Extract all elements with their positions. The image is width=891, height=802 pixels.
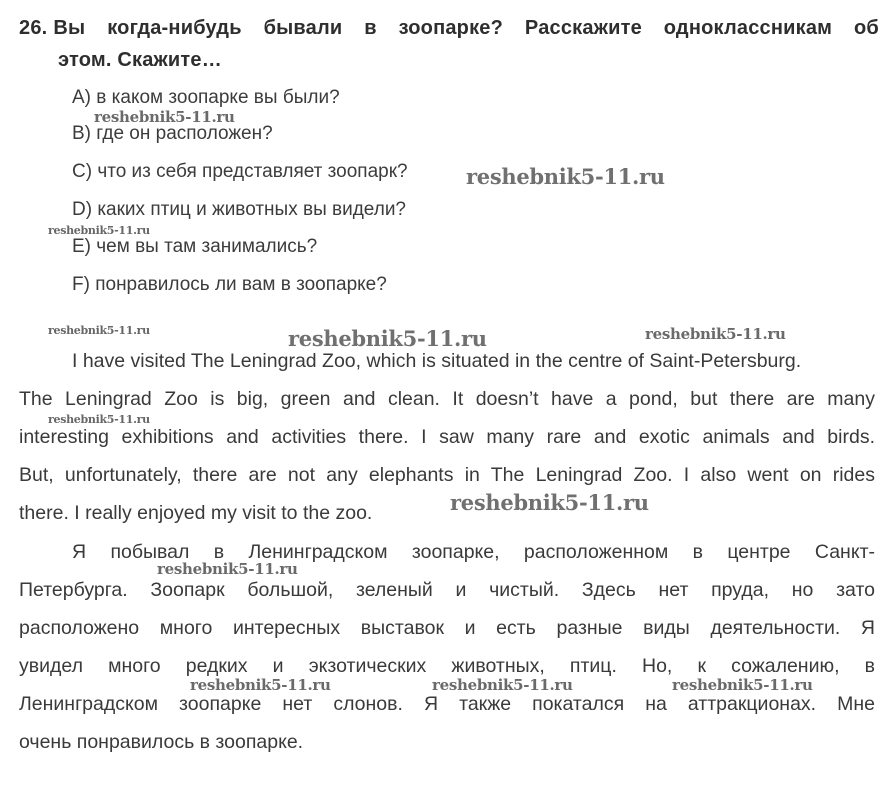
task-heading-line-1 bbox=[19, 12, 879, 44]
russian-line-6: очень понравилось в зоопарке. bbox=[19, 731, 304, 753]
watermark: reshebnik5-11.ru bbox=[672, 676, 813, 694]
english-line-4: But, unfortunately, there are not any elephants in The Leningrad Zoo. I also went on rides bbox=[19, 464, 875, 486]
watermark: reshebnik5-11.ru bbox=[450, 490, 649, 515]
question-c: C) что из себя представляет зоопарк? bbox=[72, 161, 408, 182]
watermark: reshebnik5-11.ru bbox=[645, 325, 786, 343]
english-line-5: there. I really enjoyed my visit to the zoo. bbox=[19, 502, 373, 524]
watermark: reshebnik5-11.ru bbox=[157, 560, 298, 578]
watermark: reshebnik5-11.ru bbox=[48, 413, 150, 426]
russian-line-3: расположено много интересных выставок и есть разные виды деятельности. Я bbox=[19, 617, 875, 639]
task-number: 26. bbox=[19, 17, 48, 39]
question-d: D) каких птиц и животных вы видели? bbox=[72, 199, 406, 220]
watermark: reshebnik5-11.ru bbox=[48, 224, 150, 237]
watermark: reshebnik5-11.ru bbox=[48, 324, 150, 337]
english-line-1: I have visited The Leningrad Zoo, which is situated in the centre of Saint-Petersburg. bbox=[72, 350, 802, 372]
question-f: F) понравилось ли вам в зоопарке? bbox=[72, 274, 387, 295]
question-e: E) чем вы там занимались? bbox=[72, 236, 318, 257]
russian-line-4: увидел много редких и экзотических животных, птиц. Но, к сожалению, в bbox=[19, 655, 875, 677]
russian-line-5: Ленинградском зоопарке нет слонов. Я также покатался на аттракционах. Мне bbox=[19, 693, 875, 715]
task-text-line-1: Вы когда-нибудь бывали в зоопарке? Расскажите одноклассникам об bbox=[53, 17, 879, 39]
russian-answer bbox=[19, 533, 875, 761]
watermark: reshebnik5-11.ru bbox=[94, 108, 235, 126]
question-b: B) где он расположен? bbox=[72, 123, 273, 144]
english-line-3: interesting exhibitions and activities there. I saw many rare and exotic animals and birds. bbox=[19, 426, 875, 448]
watermark: reshebnik5-11.ru bbox=[288, 326, 487, 351]
task-heading bbox=[19, 12, 879, 76]
russian-line-1: Я побывал в Ленинградском зоопарке, расположенном в центре Санкт- bbox=[72, 541, 875, 563]
english-line-2: The Leningrad Zoo is big, green and clean. It doesn’t have a pond, but there are many bbox=[19, 388, 875, 410]
english-answer bbox=[19, 342, 875, 532]
task-text-line-2: этом. Скажите… bbox=[58, 49, 222, 71]
watermark: reshebnik5-11.ru bbox=[190, 676, 331, 694]
russian-line-2: Петербурга. Зоопарк большой, зеленый и чистый. Здесь нет пруда, но зато bbox=[19, 579, 875, 601]
question-a: A) в каком зоопарке вы были? bbox=[72, 87, 340, 108]
watermark: reshebnik5-11.ru bbox=[466, 164, 665, 189]
watermark: reshebnik5-11.ru bbox=[432, 676, 573, 694]
